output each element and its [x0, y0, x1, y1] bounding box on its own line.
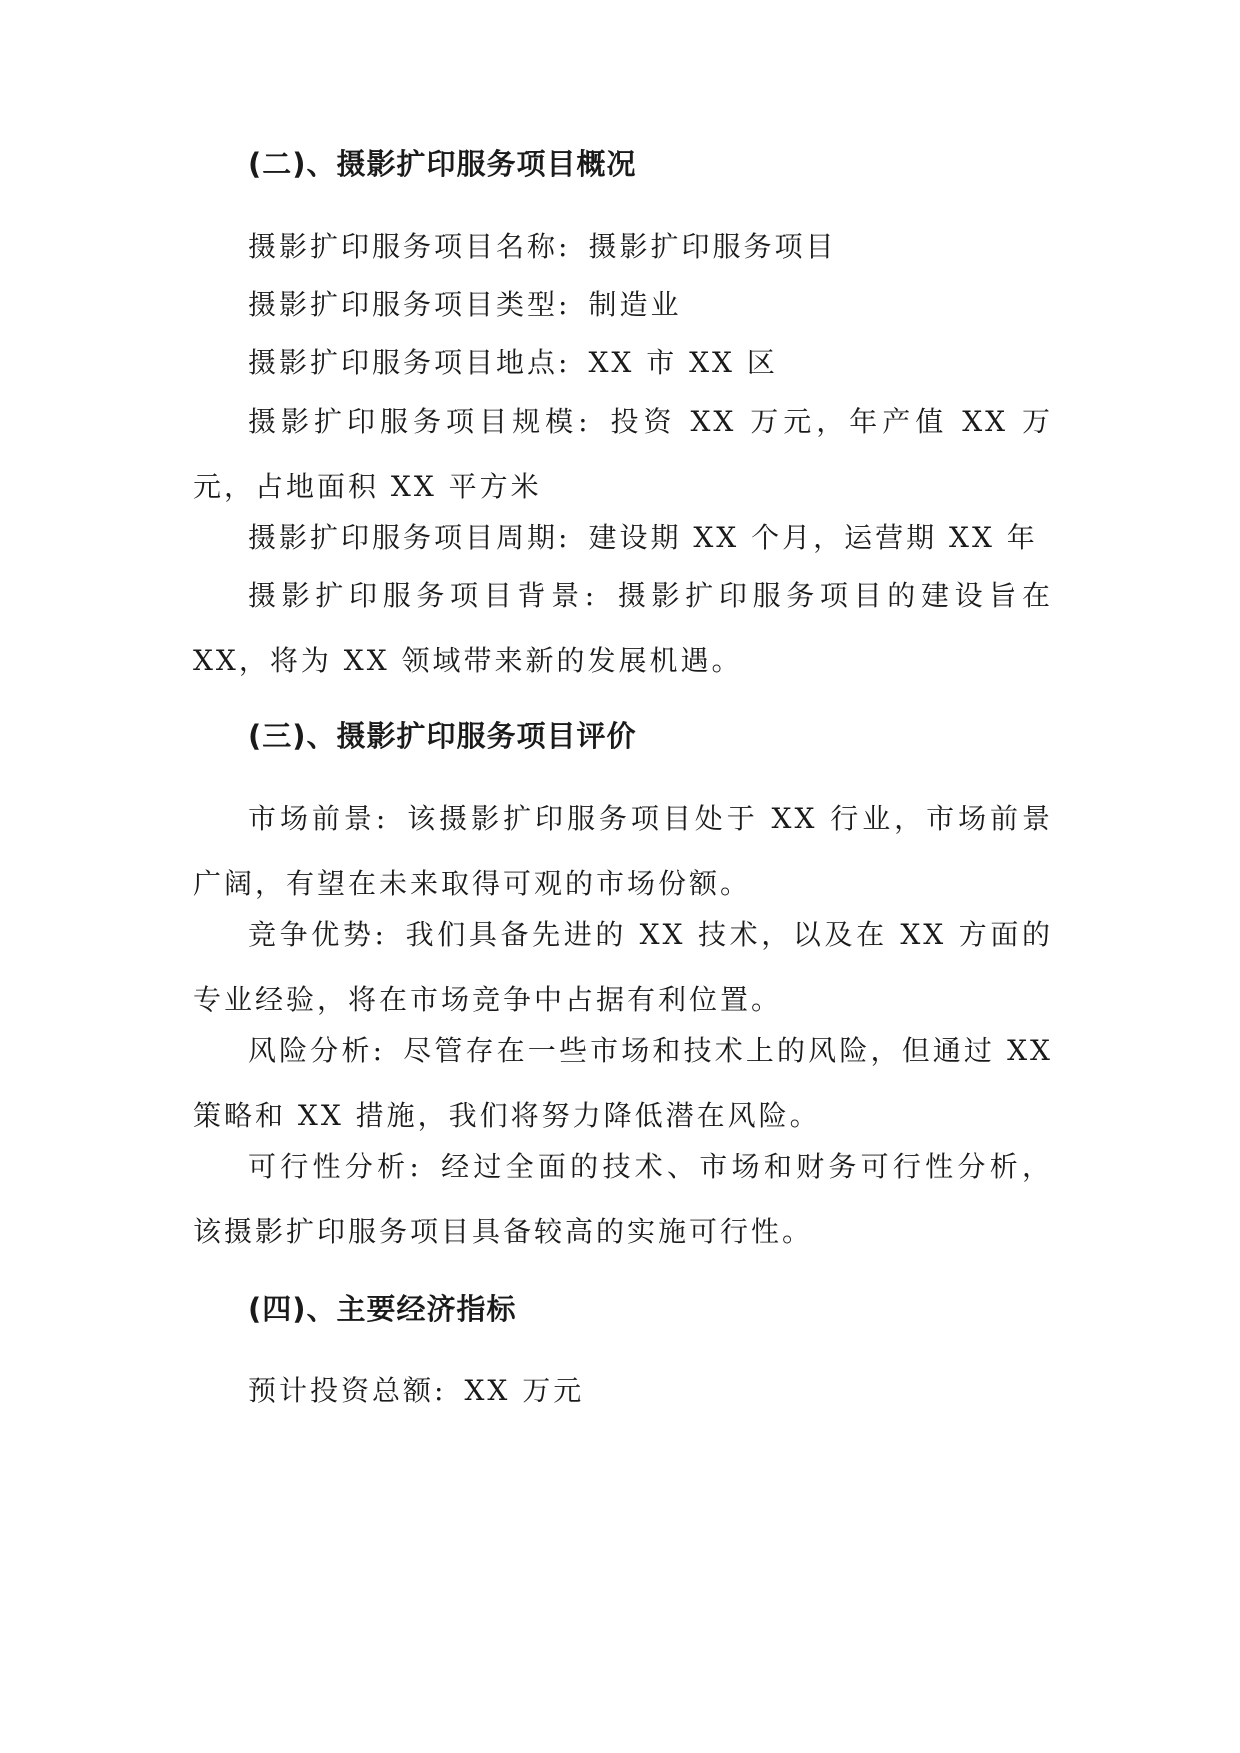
item-value: 投资 XX 万元，年产值 XX 万元，占地面积 XX 平方米 — [193, 405, 1053, 503]
item-project-background — [193, 563, 1053, 693]
item-project-scale — [193, 389, 1053, 519]
item-risk-analysis — [193, 1018, 1053, 1148]
item-label: 竞争优势: — [248, 918, 387, 951]
section-heading-economic-indicators: (四)、主要经济指标 — [248, 1292, 517, 1326]
item-total-investment — [193, 1358, 1053, 1423]
item-label: 摄影扩印服务项目地点: — [248, 346, 571, 379]
item-label: 风险分析: — [248, 1034, 386, 1067]
item-label: 摄影扩印服务项目类型: — [248, 288, 571, 321]
item-value: 尽管存在一些市场和技术上的风险，但通过 XX 策略和 XX 措施，我们将努力降低潜在风险。 — [193, 1034, 1053, 1132]
item-value: 摄影扩印服务项目 — [588, 230, 837, 263]
section-heading-evaluation: (三)、摄影扩印服务项目评价 — [248, 719, 637, 753]
item-market-outlook — [193, 786, 1053, 916]
item-feasibility-analysis — [193, 1134, 1053, 1264]
item-label: 预计投资总额: — [248, 1374, 447, 1407]
item-value: 我们具备先进的 XX 技术，以及在 XX 方面的专业经验，将在市场竞争中占据有利位置。 — [193, 918, 1054, 1016]
item-label: 市场前景: — [248, 802, 389, 835]
item-label: 摄影扩印服务项目周期: — [248, 521, 571, 554]
item-label: 可行性分析: — [248, 1150, 422, 1183]
item-label: 摄影扩印服务项目名称: — [248, 230, 571, 263]
item-value: 经过全面的技术、市场和财务可行性分析，该摄影扩印服务项目具备较高的实施可行性。 — [193, 1150, 1053, 1248]
item-project-location — [193, 330, 1053, 395]
item-value: XX 万元 — [464, 1374, 585, 1407]
item-project-name — [193, 214, 1053, 279]
item-label: 摄影扩印服务项目规模: — [248, 405, 591, 438]
item-value: 制造业 — [588, 288, 682, 321]
item-value: 该摄影扩印服务项目处于 XX 行业，市场前景广阔，有望在未来取得可观的市场份额。 — [193, 802, 1053, 900]
item-project-period — [193, 505, 1053, 570]
item-competitive-advantage — [193, 902, 1053, 1032]
item-project-type — [193, 272, 1053, 337]
section-heading-overview: (二)、摄影扩印服务项目概况 — [248, 147, 637, 181]
item-value: 建设期 XX 个月，运营期 XX 年 — [588, 521, 1038, 554]
item-value: 摄影扩印服务项目的建设旨在 XX，将为 XX 领域带来新的发展机遇。 — [193, 579, 1053, 677]
item-label: 摄影扩印服务项目背景: — [248, 579, 598, 612]
item-value: XX 市 XX 区 — [588, 346, 778, 379]
document-page — [193, 0, 1053, 1753]
